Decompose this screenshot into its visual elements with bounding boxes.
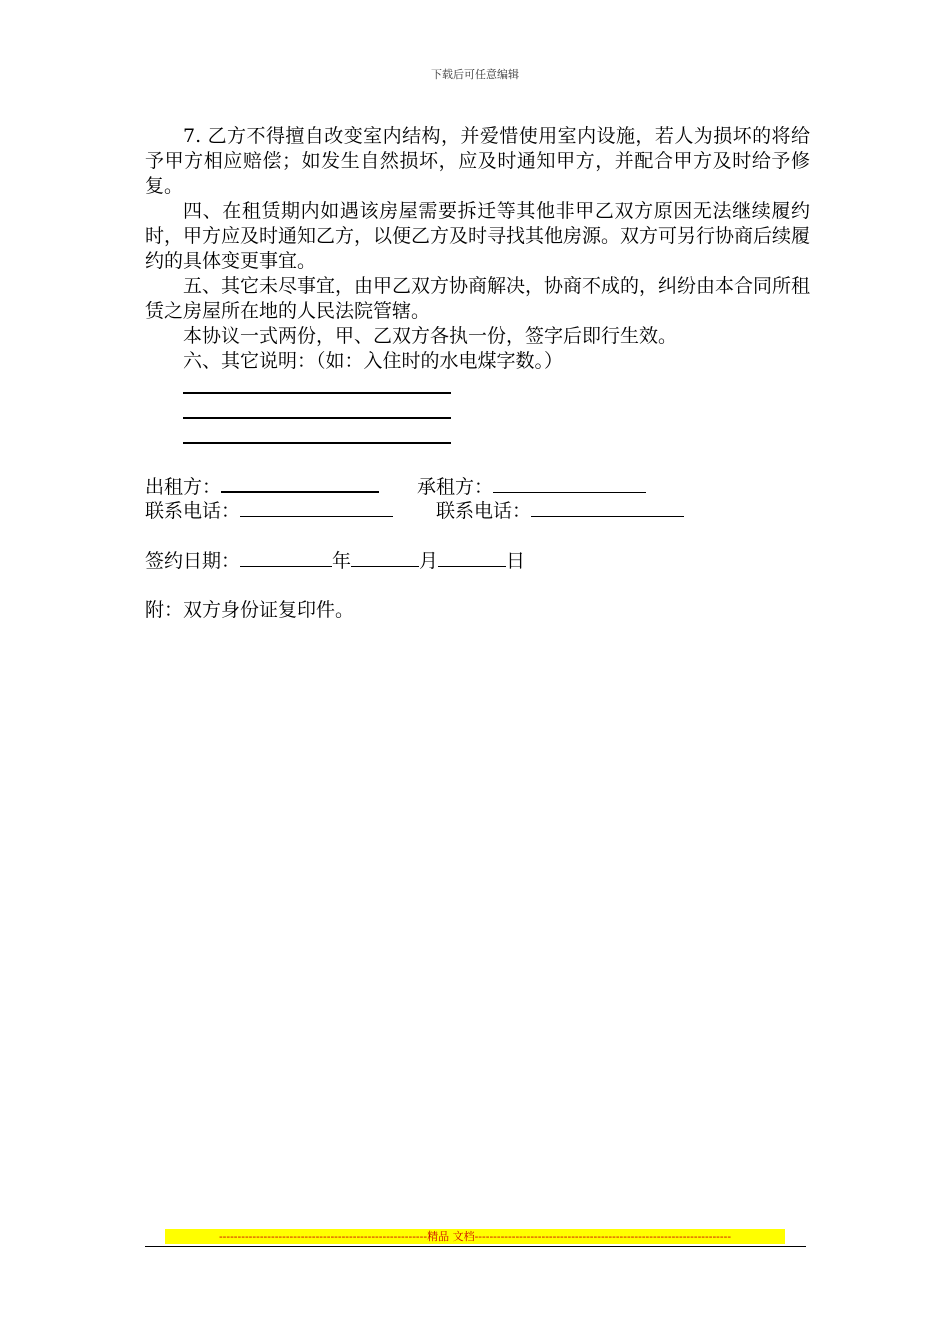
year-blank [240,548,332,567]
clause-4: 四、在租赁期内如遇该房屋需要拆迁等其他非甲乙双方原因无法继续履约时，甲方应及时通知乙方，以便乙方及时寻找其他房源。双方可另行协商后续履约的具体变更事宜。 [145,200,811,272]
lessor-phone-label: 联系电话： [145,500,241,522]
date-row [145,548,525,574]
clause-6: 六、其它说明：（如：入住时的水电煤字数。） [183,350,564,372]
footer-banner: --------------------------------------------------------精品 文档--------------------------------------------------------------------- [165,1229,785,1244]
clause-7: 7. 乙方不得擅自改变室内结构，并爱惜使用室内设施，若人为损坏的将给予甲方相应赔偿；如发生自然损坏，应及时通知甲方，并配合甲方及时给予修复。 [145,125,810,197]
remark-blank-line-2 [183,417,451,419]
month-label: 月 [419,550,439,572]
day-blank [438,548,506,567]
lessor-label: 出租方： [145,476,222,498]
phone-row [145,498,684,524]
contract-body [145,124,810,374]
lessee-phone-blank [531,498,684,517]
lessor-blank [221,473,379,493]
lessor-phone-blank [240,498,393,517]
lessee-blank [493,474,646,493]
remark-blank-line-3 [183,442,451,444]
effect-clause: 本协议一式两份，甲、乙双方各执一份，签字后即行生效。 [183,325,678,347]
attachment-note: 附：双方身份证复印件。 [145,599,355,621]
clause-5: 五、其它未尽事宜，由甲乙双方协商解决，协商不成的，纠纷由本合同所租赁之房屋所在地的人民法院管辖。 [145,275,811,322]
lessee-label: 承租方： [417,476,494,498]
year-label: 年 [332,550,352,572]
day-label: 日 [506,550,526,572]
remark-blank-line-1 [183,392,451,394]
lessee-phone-label: 联系电话： [436,500,532,522]
page-header: 下载后可任意编辑 [431,68,519,81]
month-blank [351,548,419,567]
footer-rule [145,1246,806,1247]
date-label: 签约日期： [145,550,241,572]
party-row [145,473,646,500]
